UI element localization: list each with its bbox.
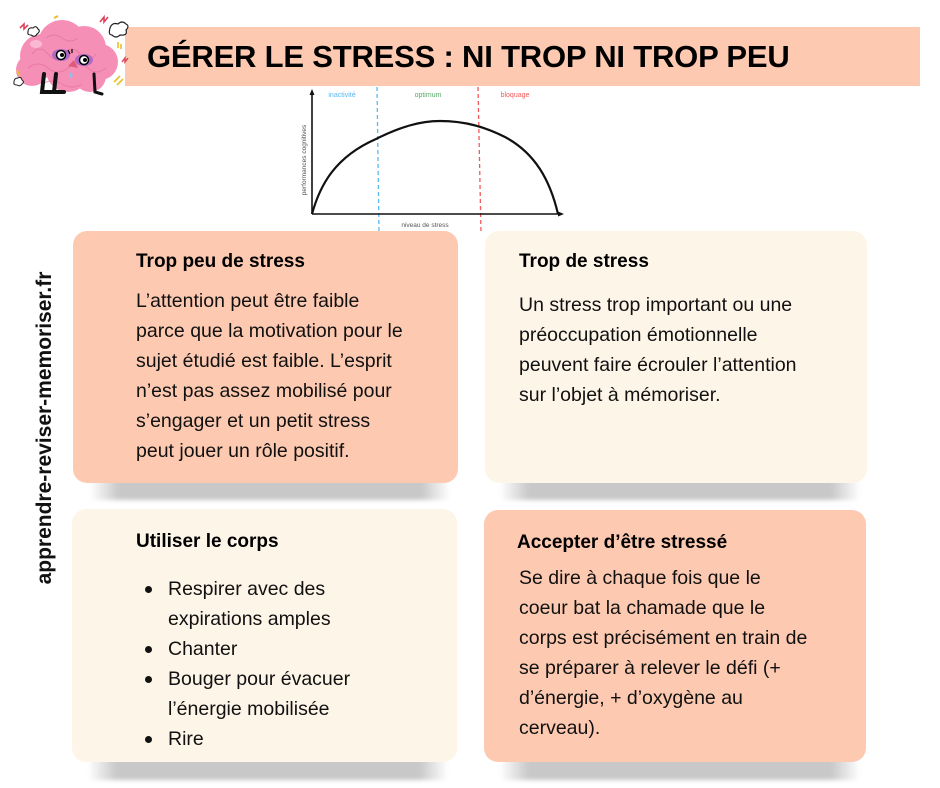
y-axis-arrow-icon [310, 89, 315, 95]
bullet-icon [145, 736, 152, 743]
bloquage-threshold-line [478, 87, 481, 233]
card-accept-stress [484, 510, 866, 762]
card-use-body [72, 509, 457, 762]
inactivite-threshold-line [377, 87, 379, 233]
bullet-icon [145, 646, 152, 653]
stress-performance-chart [290, 85, 580, 235]
x-axis-arrow-icon [558, 212, 564, 217]
card-title: Trop de stress [519, 251, 649, 272]
card-title: Accepter d’être stressé [517, 532, 728, 553]
y-axis-label: performances cognitives [301, 124, 308, 196]
stressed-brain-mascot-icon [2, 4, 134, 100]
card-body: Un stress trop important ou une préoccupation émotionnelle peuvent faire écrouler l’attention sur l’objet à mémoriser. [519, 294, 797, 406]
card-too-little-stress [73, 231, 458, 483]
list-item: Bouger pour évacuer l’énergie mobilisée [136, 664, 350, 724]
card-title: Utiliser le corps [136, 531, 279, 552]
card-body: L’attention peut être faible parce que la motivation pour le sujet étudié est faible. L’esprit n’est pas assez mobilisé pour s’engager et un petit stress peut jouer un rôle positif. [136, 290, 403, 462]
zone-label-bloquage: bloquage [500, 92, 530, 99]
list-item: Respirer avec des expirations amples [136, 574, 350, 634]
zone-label-optimum: optimum [414, 92, 442, 99]
card-too-much-stress [485, 231, 867, 483]
zone-label-inactivite: inactivité [328, 92, 356, 99]
website-url: apprendre-reviser-memoriser.fr [33, 271, 56, 585]
x-axis-label: niveau de stress [401, 222, 449, 229]
list-item: Rire [136, 724, 350, 754]
list-item: Chanter [136, 634, 350, 664]
card-title: Trop peu de stress [136, 251, 305, 272]
bullet-icon [145, 586, 152, 593]
page-title: GÉRER LE STRESS : NI TROP NI TROP PEU [147, 39, 790, 74]
tips-list [136, 574, 350, 754]
performance-curve [312, 121, 558, 214]
bullet-icon [145, 676, 152, 683]
card-body: Se dire à chaque fois que le coeur bat la chamade que le corps est précisément en train de se préparer à relever le défi (+ d’énergie, + d’oxygène au cerveau). [519, 567, 808, 739]
